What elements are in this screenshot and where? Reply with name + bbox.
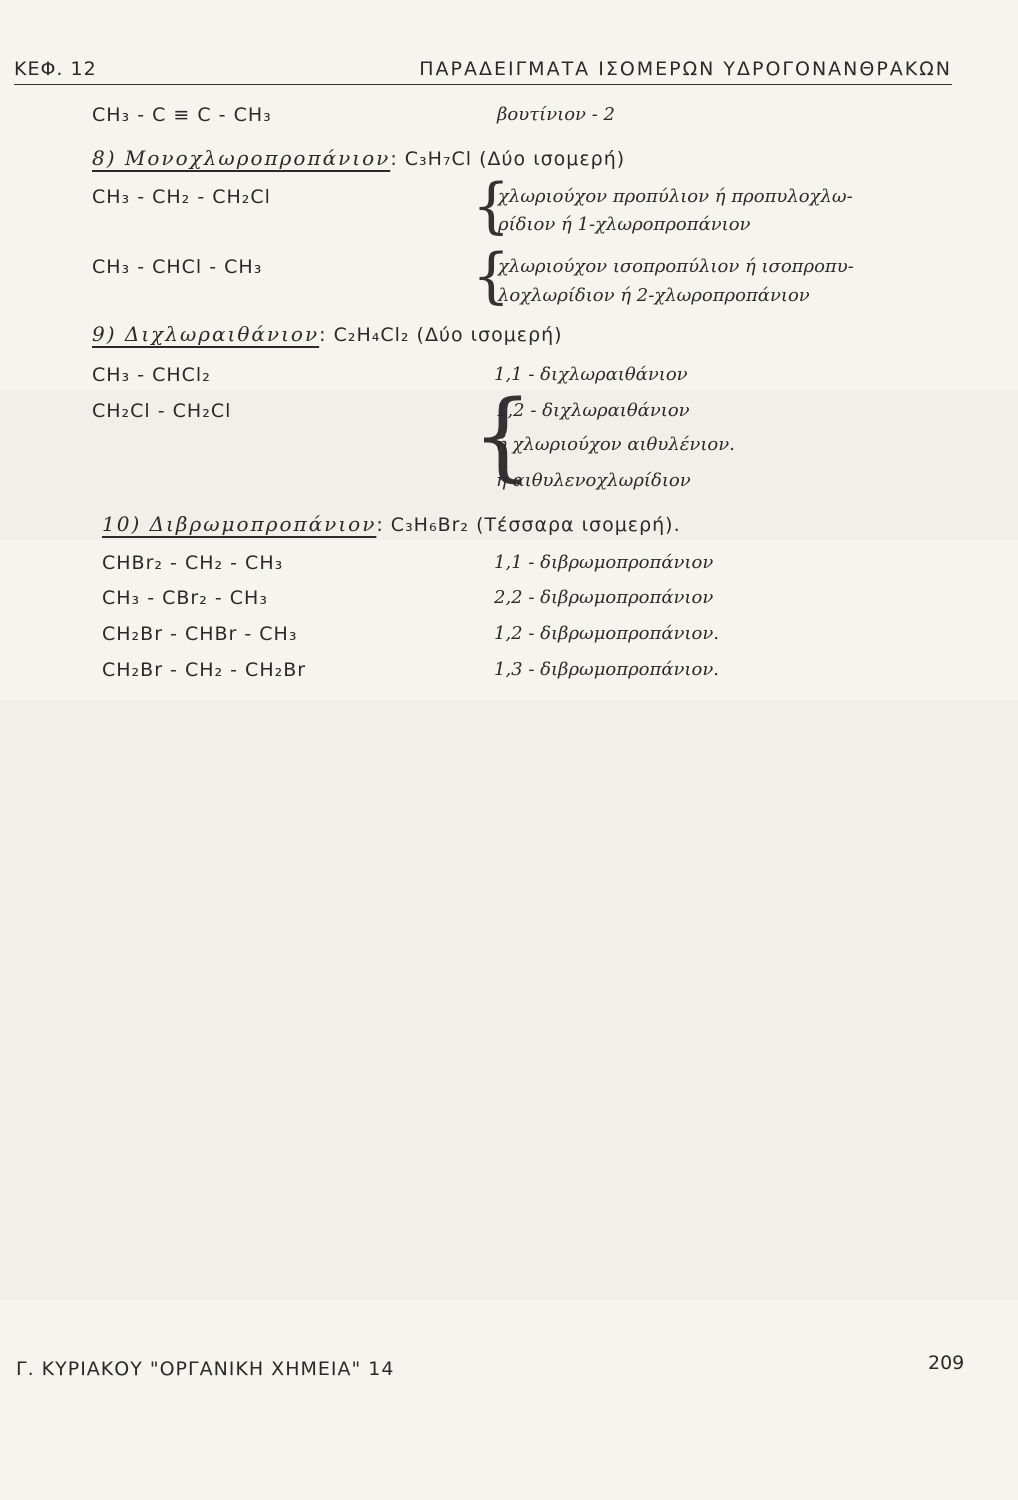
formula-2-2-dibromopropane: CH₃ - CBr₂ - CH₃ [102,587,268,609]
section-8-heading: 8) Μονοχλωροπροπάνιον [92,146,391,170]
brace: { [472,241,511,311]
formula-1-2-dichloroethane: CH₂Cl - CH₂Cl [92,400,232,422]
name-1-1-dibromopropane: 1,1 - διβρωμοπροπάνιον [494,552,714,573]
show-through-shadow [0,700,1018,1300]
name-1-3-dibromopropane: 1,3 - διβρωμοπροπάνιον. [494,659,719,680]
name-butyne: βουτίνιον - 2 [497,104,615,125]
name-1-chloropropane-line1: χλωριούχον προπύλιον ή προπυλοχλω- [498,186,853,207]
formula-1-1-dichloroethane: CH₃ - CHCl₂ [92,364,211,386]
footer-book-title: Γ. ΚΥΡΙΑΚΟΥ "ΟΡΓΑΝΙΚΗ ΧΗΜΕΙΑ" 14 [16,1358,395,1380]
formula-butyne: CH₃ - C ≡ C - CH₃ [92,104,272,126]
name-2-2-dibromopropane: 2,2 - διβρωμοπροπάνιον [494,587,714,608]
page-title: ΠΑΡΑΔΕΙΓΜΑΤΑ ΙΣΟΜΕΡΩΝ ΥΔΡΟΓΟΝΑΝΘΡΑΚΩΝ [419,58,952,80]
page-header [14,52,952,92]
section-9-heading: 9) Διχλωραιθάνιον [92,322,320,346]
formula-1-2-dibromopropane: CH₂Br - CHBr - CH₃ [102,623,298,645]
section-9-title [92,322,563,346]
page-number: 209 [928,1352,965,1374]
section-10-formula: : C₃H₆Br₂ (Τέσσαρα ισομερή). [376,514,681,536]
section-10-heading: 10) Διβρωμοπροπάνιον [102,512,377,536]
section-9-formula: : C₂H₄Cl₂ (Δύο ισομερή) [319,324,563,346]
name-1-1-dichloroethane: 1,1 - διχλωραιθάνιον [494,364,688,385]
name-1-2-dibromopropane: 1,2 - διβρωμοπροπάνιον. [494,623,719,644]
formula-2-chloropropane: CH₃ - CHCl - CH₃ [92,256,263,278]
brace: { [472,171,511,241]
header-rule [14,84,952,85]
section-10-title [102,512,681,536]
chapter-label: ΚΕΦ. 12 [14,58,97,80]
brace: { [472,380,534,492]
name-ethylene-chloride: ή χλωριούχον αιθυλένιον. [496,434,735,455]
name-2-chloropropane-line1: χλωριούχον ισοπροπύλιον ή ισοπροπυ- [498,256,854,277]
name-1-2-dichloroethane: 1,2 - διχλωραιθάνιον [496,400,690,421]
formula-1-chloropropane: CH₃ - CH₂ - CH₂Cl [92,186,271,208]
name-ethylene-dichloride: ή αιθυλενοχλωρίδιον [496,470,691,491]
name-1-chloropropane-line2: ρίδιον ή 1-χλωροπροπάνιον [498,214,751,235]
section-8-title [92,146,625,170]
formula-1-3-dibromopropane: CH₂Br - CH₂ - CH₂Br [102,659,307,681]
section-8-formula: : C₃H₇Cl (Δύο ισομερή) [390,148,626,170]
name-2-chloropropane-line2: λοχλωρίδιον ή 2-χλωροπροπάνιον [498,285,810,306]
formula-1-1-dibromopropane: CHBr₂ - CH₂ - CH₃ [102,552,284,574]
